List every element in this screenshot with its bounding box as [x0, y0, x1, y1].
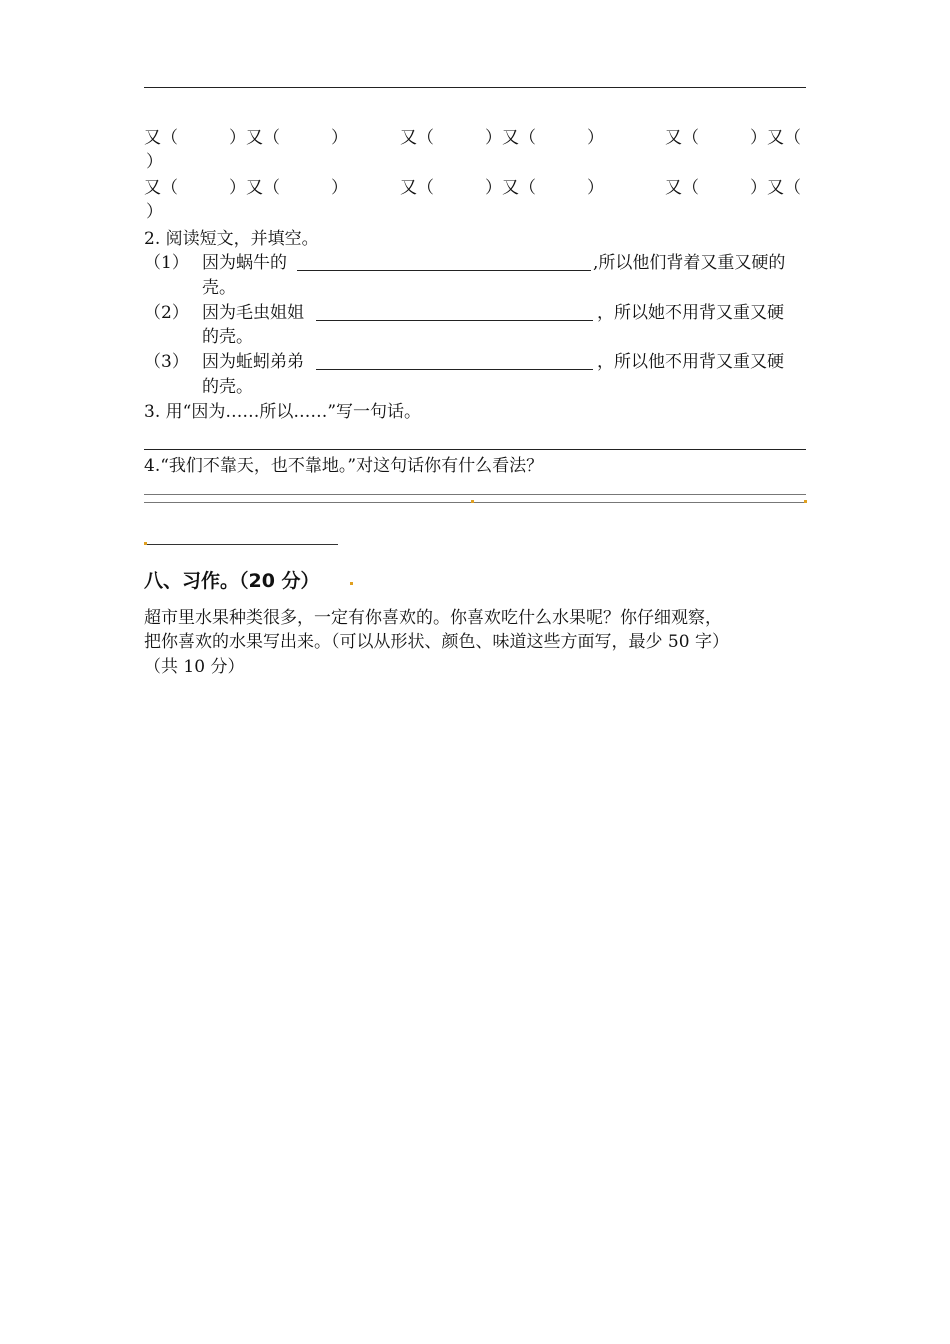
q2-item-3-continuation: 的壳。 — [202, 377, 253, 397]
you-row-1-group-1: 又（ ）又（ ） — [144, 128, 348, 148]
question-3-title: 3. 用“因为……所以……”写一句话。 — [144, 402, 422, 422]
q4-answer-line-2[interactable] — [144, 502, 806, 503]
q2-item-3-prefix: 因为蚯蚓弟弟 — [202, 352, 304, 372]
q2-item-2-number: （2） — [144, 303, 189, 323]
you-row-1-tail: ） — [146, 152, 163, 172]
q3-answer-line[interactable] — [144, 449, 806, 450]
section-8-heading: 八、习作。（20 分） — [144, 570, 320, 592]
q4-answer-line-3[interactable] — [144, 544, 338, 545]
q2-item-2-continuation: 的壳。 — [202, 327, 253, 347]
you-row-1-group-2: 又（ ）又（ ） — [400, 128, 604, 148]
section-8-prompt-line-2: 把你喜欢的水果写出来。（可以从形状、颜色、味道这些方面写，最少 50 字） — [144, 632, 729, 652]
question-4-title: 4.“我们不靠天，也不靠地。”对这句话你有什么看法？ — [144, 456, 544, 476]
you-row-2-group-3: 又（ ）又（ — [665, 178, 801, 198]
q4-line-marker — [804, 500, 807, 503]
q4-line-marker — [144, 542, 147, 545]
you-row-2-group-2: 又（ ）又（ ） — [400, 178, 604, 198]
you-row-1-group-3: 又（ ）又（ — [665, 128, 801, 148]
heading-marker — [350, 582, 353, 585]
q4-line-marker — [471, 500, 474, 503]
q2-item-3-number: （3） — [144, 352, 189, 372]
q2-item-1-prefix: 因为蜗牛的 — [202, 253, 287, 273]
q2-item-3-suffix: ，所以他不用背又重又硬 — [597, 352, 784, 372]
q2-item-2-blank[interactable] — [316, 301, 593, 321]
you-row-2-group-1: 又（ ）又（ ） — [144, 178, 348, 198]
q2-item-1-blank[interactable] — [297, 251, 591, 271]
q2-item-1-suffix: ,所以他们背着又重又硬的 — [593, 253, 786, 273]
section-8-prompt-line-1: 超市里水果种类很多，一定有你喜欢的。你喜欢吃什么水果呢？你仔细观察， — [144, 608, 722, 628]
q2-item-1-continuation: 壳。 — [202, 278, 236, 298]
q2-item-2-prefix: 因为毛虫姐姐 — [202, 303, 304, 323]
q2-item-1-number: （1） — [144, 253, 189, 273]
you-row-2-tail: ） — [146, 202, 163, 222]
q2-item-3-blank[interactable] — [316, 350, 593, 370]
question-2-title: 2. 阅读短文，并填空。 — [144, 229, 319, 249]
section-8-prompt-line-3: （共 10 分） — [144, 657, 245, 677]
q2-item-2-suffix: ，所以她不用背又重又硬 — [597, 303, 784, 323]
top-answer-line — [144, 87, 806, 88]
q4-answer-line-1[interactable] — [144, 494, 806, 495]
